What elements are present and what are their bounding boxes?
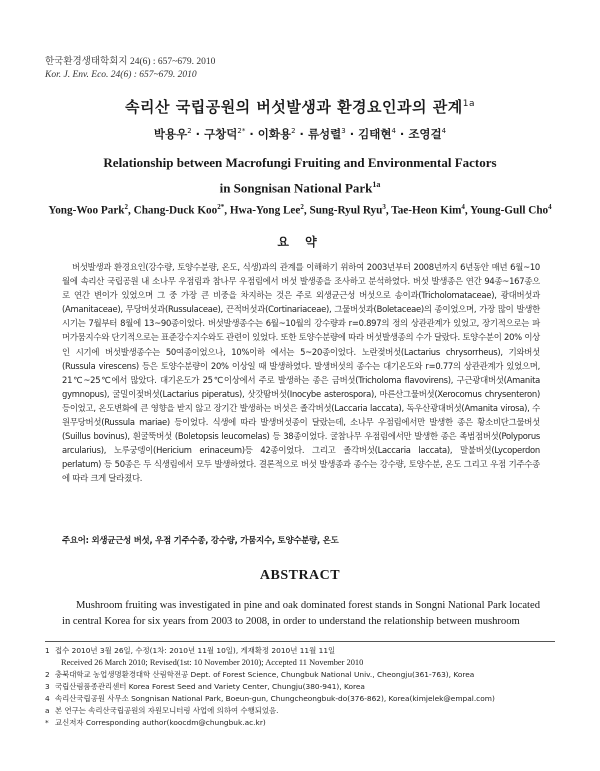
author-ko: 조영걸 xyxy=(408,127,442,141)
author-en-affiliation: 2* xyxy=(217,203,225,211)
author-en: Tae-Heon Kim xyxy=(391,204,462,217)
author-en: Yong-Woo Park xyxy=(48,204,125,217)
author-ko: 이화용 xyxy=(257,127,292,141)
footnote-text: Received 26 March 2010; Revised(1st: 10 November 2010); Accepted 11 November 2010 xyxy=(61,658,364,667)
author-en-affiliation: 2 xyxy=(124,203,129,211)
footnote xyxy=(45,717,565,729)
footnote xyxy=(45,693,565,705)
authors-korean: 박용우$^2$ · 구창덕$^{2*}$ · 이화용$^2$ · 류성렬$^3$ · 김태현$^4$ · 조영걸$^4$ xyxy=(153,127,447,141)
footnote-text: 충북대학교 농업생명환경대학 산림학전공 Dept. of Forest Science, Chungbuk National Univ., Cheongju(361-763), Korea xyxy=(55,670,475,679)
journal-header xyxy=(45,56,215,82)
title-korean-text: 속리산 국립공원의 버섯발생과 환경요인과의 관계 xyxy=(125,98,463,116)
author-en-affiliation: 4 xyxy=(461,203,465,211)
footnote xyxy=(45,657,565,669)
author-ko: 구창덕 xyxy=(204,127,238,141)
title-english-footnote-mark: 1a xyxy=(372,180,381,189)
abstract-korean-body: 버섯발생과 환경요인(강수량, 토양수분량, 온도, 식생)과의 관계를 이해하기 위하여 2003년부터 2008년까지 6년동안 매년 6월~10월에 속리산 국립공원 내 소나무 우점림과 참나무 우점림에서 버섯 발생종을 조사하고 분석하였다. 버섯 발생종은 연간 94종~167종으로 연간 변이가 있었으며 그 중 가장 큰 비중을 차지하는 것은 주로 외생균근성 버섯으로 송이과(Tricholomataceae), 광대버섯과(Amanitaceae), 무당버섯과(Russulaceae), 끈적버섯과(Cortinariaceae), 그물버섯과(Boletaceae)의 종이었으며, 가장 많이 발생한 시기는 7월부터 8월에 13~90종이었다. 버섯발생종수는 6월~10월의 강수량과 r=0.897의 정의 상관관계가 있었고, 장기적으로는 파머가뭄지수와 단기적으로는 표준강수지수와도 관련이 있었다. 또한 토양수분량에 따라 버섯발생종의 수가 달랐다. 토양수분이 20% 이상인 시기에 버섯발생종수는 50여종이었으나, 10%이하 에서는 5~20종이었다. 노란젖버섯(Lactarius chrysorrheus), 기와버섯(Russula virescens) 등은 토양수분량이 20% 이상일 때 발생하였다. 발생버섯의 종수는 대기온도와 r=0.77의 상관관계가 있었으며, 21℃~25℃에서 많았다. 대기온도가 25℃이상에서 주로 발생하는 종은 금버섯(Tricholoma flavovirens), 구근광대버섯(Amanita gymnopus), 굴밀이젖버섯(Lactarius piperatus), 삿갓땀버섯(Inocybe asterospora), 마른산그물버섯(Xerocomus chrysenteron) 등이었고, 온도변화에 큰 영향을 받지 않고 장기간 발생하는 버섯은 졸각버섯(Laccaria laccata), 독우산광대버섯(Amanita virosa), 수원무당버섯(Russula mariae) 등이었다. 식생에 따라 발생버섯종이 달랐는데, 소나무 우점림에서만 발생한 종은 황소비단그물버섯(Suillus bovinus), 흰굴뚝버섯 (Boletopsis leucomelas) 등 38종이었다. 굴참나무 우점림에서만 발생한 종은 족범점버섯(Polyporus arcularius), 노루궁뎅이(Hericium erinaceum)등 42종이었다. 그리고 졸각버섯(Laccaria laccata), 말불버섯(Lycoperdon perlatum) 등 50종은 두 식생림에서 모두 발생하였다. 결론적으로 버섯 발생종과 종수는 강수량, 토양수분, 온도 그리고 우점 기주수종에 따라 크게 달라졌다. xyxy=(62,262,540,484)
journal-citation-ko: 한국환경생태학회지 24(6) : 657~679. 2010 xyxy=(45,57,216,67)
footnote-mark: 3 xyxy=(45,682,50,691)
author-ko: 김태현 xyxy=(358,127,392,141)
footnote xyxy=(45,705,565,717)
author-ko-affiliation: 4 xyxy=(391,127,396,136)
title-english-line-2-text: in Songnisan National Park xyxy=(219,180,373,196)
author-en: Sung-Ryul Ryu xyxy=(309,204,383,217)
footnote xyxy=(45,645,565,657)
author-ko-affiliation: 3 xyxy=(341,127,346,136)
abstract-english-body: Mushroom fruiting was investigated in pine and oak dominated forest stands in Songni National Park located in central Korea for six years from 2003 to 2008, in order to understand the relationship between mushroom xyxy=(62,600,540,627)
footnote-mark: 1 xyxy=(45,646,50,655)
title-korean xyxy=(0,96,600,117)
footnote-mark: a xyxy=(45,706,50,715)
title-english xyxy=(0,152,600,199)
footnote-mark: 4 xyxy=(45,694,50,703)
authors-english: Yong-Woo Park$^2$, Chang-Duck Koo$^{2*}$, Hwa-Yong Lee$^2$, Sung-Ryul Ryu$^3$, Tae-Heon Kim$^4$, Young-Gull Cho$^4$ xyxy=(48,203,552,217)
author-en: Chang-Duck Koo xyxy=(133,204,218,217)
author-en-affiliation: 3 xyxy=(382,203,386,211)
title-english-line-2 xyxy=(0,174,600,199)
journal-citation-en: Kor. J. Env. Eco. 24(6) : 657~679. 2010 xyxy=(45,70,197,80)
abstract-english-heading: ABSTRACT xyxy=(259,568,341,583)
keywords: 주요어: 외생균근성 버섯, 우점 기주수종, 강수량, 가뭄지수, 토양수분량, 온도 xyxy=(62,535,339,545)
footnote xyxy=(45,669,565,681)
author-ko-affiliation: 4 xyxy=(441,127,447,136)
author-ko-affiliation: 2 xyxy=(187,127,192,136)
author-ko: 류성렬 xyxy=(307,127,342,141)
title-korean-footnote-mark: 1a xyxy=(462,99,475,109)
footnote-mark: * xyxy=(45,718,49,727)
author-en: Young-Gull Cho xyxy=(470,204,549,217)
footnote xyxy=(45,681,565,693)
author-ko-affiliation: 2 xyxy=(291,127,296,136)
author-en-affiliation: 2 xyxy=(300,203,304,211)
abstract-korean-heading: 요 약 xyxy=(277,235,323,249)
footnote-text: 본 연구는 속리산국립공원의 자원모니터링 사업에 의하여 수행되었음. xyxy=(55,706,279,715)
author-en: Hwa-Yong Lee xyxy=(229,204,301,217)
author-ko: 박용우 xyxy=(153,127,188,141)
footnote-text: 국립산림품종관리센터 Korea Forest Seed and Variety Center, Chungju(380-941), Korea xyxy=(55,682,365,691)
footnote-text: 속리산국립공원 사무소 Songnisan National Park, Boeun-gun, Chungcheongbuk-do(376-862), Korea(kimjelek@empal.com) xyxy=(55,694,495,703)
title-english-line-1: Relationship between Macrofungi Fruiting and Environmental Factors xyxy=(103,155,497,170)
footnote-divider xyxy=(45,641,555,642)
footnote-mark: 2 xyxy=(45,670,50,679)
author-ko-affiliation: 2* xyxy=(237,127,246,136)
footnotes xyxy=(45,645,565,729)
footnote-text: 교신저자 Corresponding author(koocdm@chungbuk.ac.kr) xyxy=(55,718,266,727)
author-en-affiliation: 4 xyxy=(548,203,552,211)
footnote-text: 접수 2010년 3월 26일, 수정(1차: 2010년 11월 10일), 게재확정 2010년 11월 11일 xyxy=(55,646,336,655)
